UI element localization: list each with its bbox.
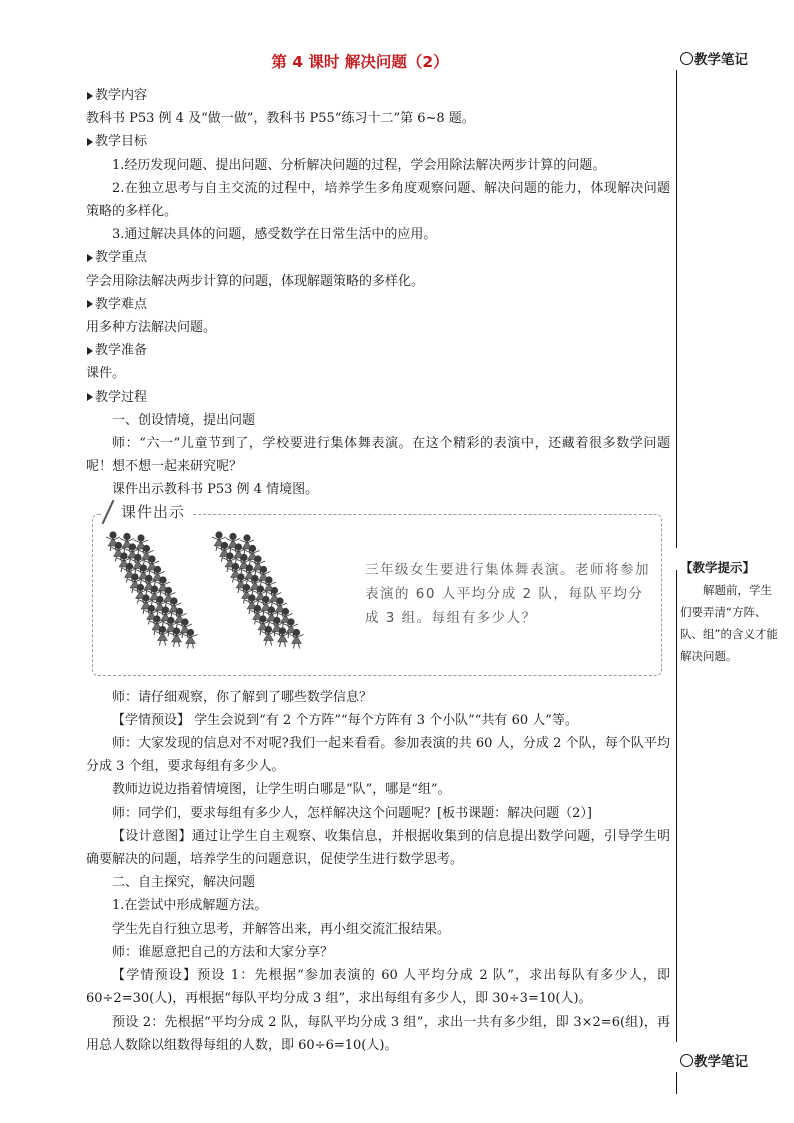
notes-header-label: 教学笔记 bbox=[694, 1054, 748, 1070]
process-paragraph: 师：同学们，要求每组有多少人，怎样解决这个问题呢？[板书课题：解决问题（2）] bbox=[112, 805, 592, 821]
circle-icon bbox=[680, 52, 693, 65]
tip-body: 解题前，学生们要弄清“方阵、队、组”的含义才能解决问题。 bbox=[680, 583, 778, 663]
process-paragraph: 课件出示教科书 P53 例 4 情境图。 bbox=[112, 482, 319, 498]
section-body: 用多种方法解决问题。 bbox=[86, 320, 217, 336]
section-body: 教科书 P53 例 4 及“做一做”，教科书 P55“练习十二”第 6~8 题。 bbox=[86, 111, 475, 127]
process-paragraph: 【设计意图】通过让学生自主观察、收集信息，并根据收集到的信息提出数学问题，引导学生明确要解决的问题，培养学生的问题意识，促使学生进行数学思考。 bbox=[86, 828, 670, 868]
triangle-icon bbox=[87, 393, 93, 401]
section-body: 课件。 bbox=[86, 366, 126, 382]
notes-header-bottom bbox=[680, 1050, 748, 1070]
process-paragraph: 预设 2：先根据“平均分成 2 队，每队平均分成 3 组”，求出一共有多少组，即 3×2=6(组)，再用总人数除以组数得每组的人数，即 60÷6=10(人)。 bbox=[86, 1014, 670, 1053]
courseware-problem: 三年级女生要进行集体舞表演。老师将参加表演的 60 人平均分成 2 队，每队平均分成 3 组。每组有多少人？ bbox=[365, 561, 650, 626]
triangle-icon bbox=[87, 347, 93, 355]
margin-rule-bottom bbox=[676, 1072, 677, 1094]
section-heading: 教学内容 bbox=[86, 84, 670, 107]
notes-header-label: 教学笔记 bbox=[694, 52, 748, 68]
triangle-icon bbox=[87, 300, 93, 308]
goal-item: 3.通过解决具体的问题，感受数学在日常生活中的应用。 bbox=[112, 227, 437, 243]
tip-header: 【教学提示】 bbox=[680, 560, 756, 575]
dancers-illustration bbox=[99, 525, 349, 670]
courseware-label: 课件出示 bbox=[103, 501, 193, 524]
process-paragraph: 师：请仔细观察，你了解到了哪些数学信息？ bbox=[112, 689, 373, 705]
process-paragraph: 师：大家发现的信息对不对呢?我们一起来看看。参加表演的共 60 人，分成 2 个队，每个队平均分成 3 个组，要求每组有多少人。 bbox=[86, 736, 670, 775]
section-heading: 教学过程 bbox=[86, 386, 670, 409]
section-heading: 教学难点 bbox=[86, 293, 670, 316]
process-paragraph: 师：谁愿意把自己的方法和大家分享？ bbox=[112, 944, 334, 960]
section-heading: 教学准备 bbox=[86, 339, 670, 362]
process-heading: 二、自主探究，解决问题 bbox=[112, 875, 256, 891]
process-paragraph: 【学情预设】预设 1：先根据“参加表演的 60 人平均分成 2 队”，求出每队有多少人，即 60÷2=30(人)，再根据“每队平均分成 3 组”，求出每组有多少人，即 30÷3=10(人)。 bbox=[86, 968, 670, 1007]
process-heading: 一、创设情境，提出问题 bbox=[112, 412, 256, 428]
teaching-tip bbox=[680, 557, 780, 667]
process-paragraph: 师：“六一”儿童节到了，学校要进行集体舞表演。在这个精彩的表演中，还藏着很多数学问题呢！想不想一起来研究呢？ bbox=[86, 436, 670, 475]
process-paragraph: 1.在尝试中形成解题方法。 bbox=[112, 898, 268, 914]
lesson-content bbox=[86, 84, 670, 1057]
triangle-icon bbox=[87, 138, 93, 146]
process-paragraph: 【学情预设】 学生会说到“有 2 个方阵”“每个方阵有 3 个小队”“共有 60 人”等。 bbox=[112, 712, 578, 728]
section-heading: 教学目标 bbox=[86, 130, 670, 153]
courseware-box bbox=[92, 502, 662, 676]
lesson-title: 第 4 课时 解决问题（2） bbox=[271, 53, 449, 71]
process-paragraph: 学生先自行独立思考，并解答出来，再小组交流汇报结果。 bbox=[112, 921, 451, 937]
section-body: 学会用除法解决两步计算的问题，体现解题策略的多样化。 bbox=[86, 273, 425, 289]
section-heading: 教学重点 bbox=[86, 246, 670, 269]
margin-rule-middle bbox=[676, 570, 677, 1042]
triangle-icon bbox=[87, 254, 93, 262]
margin-rule-top bbox=[676, 70, 677, 548]
process-paragraph: 教师边说边指着情境图，让学生明白哪是“队”，哪是“组”。 bbox=[112, 782, 451, 798]
triangle-icon bbox=[87, 92, 93, 100]
notes-header-top bbox=[680, 48, 748, 68]
circle-icon bbox=[680, 1054, 693, 1067]
goal-item: 2.在独立思考与自主交流的过程中，培养学生多角度观察问题、解决问题的能力，体现解决问题策略的多样化。 bbox=[86, 180, 670, 220]
goal-item: 1.经历发现问题、提出问题、分析解决问题的过程，学会用除法解决两步计算的问题。 bbox=[112, 157, 606, 173]
